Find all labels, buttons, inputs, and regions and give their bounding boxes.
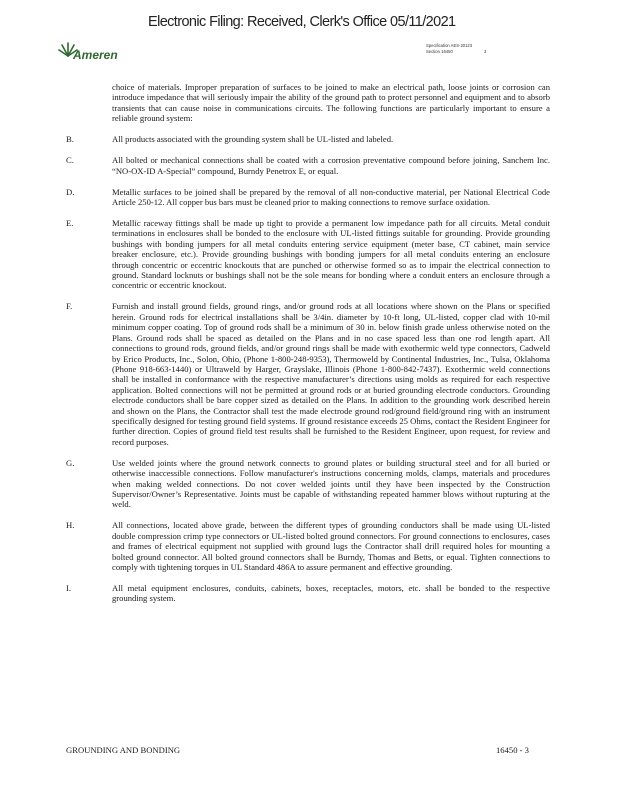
item-text: Use welded joints where the ground network connects to ground plates or building structural steel and for all buried or otherwise inaccessible connections. Follow manufacturer's instructions concerning molds, clamps, materials and procedures when making welded connections. Do not cover welded joints until they have been inspected by the Construction Supervisor/Owner’s Representative. Joints must be capable of withstanding repeated hammer blows without rupturing at the weld. [112,457,550,510]
item-text: Metallic raceway fittings shall be made up tight to provide a permanent low impedance path for all circuits. Metal conduit terminations in enclosures shall be bonded to the enclosure with UL-listed fittings suitable for grounding. Provide grounding bushings with bonding jumpers for all metal conduits entering service equipment (meter base, CT cabinet, main service breaker enclosure, etc.). Provide grounding bushings with bonding jumpers for all metal conduits entering an enclosure through concentric or eccentric knockouts that are punched or otherwise formed so as to impair the electrical connection to ground. Standard locknuts or bushings shall not be the sole means for bonding where a conduit enters an enclosure through a concentric or eccentric knockout. [112,218,550,291]
paragraph-list [66,134,550,604]
ameren-logo [58,40,128,66]
item-letter: B. [66,134,74,145]
section-number: Section 16450 [426,49,453,54]
item-text: All connections, located above grade, between the different types of grounding conductors shall be made using UL-listed double compression crimp type connectors or UL-listed bolted ground connectors. For ground connections to enclosures, cases and frames of electrical equipment not supplied with ground lugs the Contractor shall drill required holes for mounting a bolted ground connector. All bolted ground connectors shall be Burndy, Thomas and Betts, or equal. Tighten connections to comply with tightening torques in UL Standard 486A to assure permanent and effective grounding. [112,520,550,572]
list-item [66,155,550,176]
list-item [66,301,550,447]
item-letter: F. [66,301,73,312]
item-letter: D. [66,186,75,197]
list-item [66,134,550,144]
list-item [66,458,550,510]
list-item [66,218,550,291]
document-body [66,82,550,604]
logo-text: Ameren [73,48,118,62]
list-item [66,520,550,572]
intro-paragraph: choice of materials. Improper preparation of surfaces to be joined to make an electrical path, loose joints or corrosion can introduce impedance that will seriously impair the ability of the ground path to protect personnel and equipment and to absorb transients that can cause noise in communications circuits. The following functions are particularly important to ensure a reliable ground system: [112,82,550,124]
filing-stamp: Electronic Filing: Received, Clerk's Office 05/11/2021 [148,14,456,30]
item-text: All bolted or mechanical connections shall be coated with a corrosion preventative compound before joining, Sanchem Inc. “NO-OX-ID A-Special” compound, Burndy Penetrox E, or equal. [112,155,550,176]
item-letter: I. [66,583,72,593]
list-item [66,583,550,604]
footer-page-number: 16450 - 3 [496,745,529,755]
item-letter: C. [66,155,74,166]
item-letter: E. [66,218,74,229]
item-letter: G. [66,457,75,468]
footer-title: GROUNDING AND BONDING [66,745,181,755]
item-text: Furnish and install ground fields, ground rings, and/or ground rods at all locations where shown on the Plans or specified herein. Ground rods for electrical installations shall be 3/4in. diameter by 10-ft long, UL-listed, copper clad with 10-mil minimum copper coating. Top of ground rods shall be a minimum of 30 in. below finish grade unless otherwise noted on the Plans. Ground rods shall be spaced as detailed on the Plans and in no case spaced less than one rod length apart. All connections to ground rods, ground fields, and/or ground rings shall be made with exothermic weld type connectors, Cadweld by Erico Products, Inc., Solon, Ohio, (Phone 1-800-248-9353), Thermoweld by Continental Industries, Inc., Tulsa, Oklahoma (Phone 918-663-1440) or Ultraweld by Harger, Grayslake, Illinois (Phone 1-800-842-7437). Exothermic weld connections shall be installed in conformance with the respective manufacturer’s directions using molds as required for each respective application. Bolted connections will not be permitted at ground rods or at buried grounding electrode conductors. Grounding electrode conductors shall be bare copper sized as detailed on the Plans. In addition to the grounding work described herein and shown on the Plans, the Contractor shall test the made electrode ground rod/ground field/ground ring with an instrument specifically designed for testing ground field systems. If ground resistance exceeds 25 Ohms, contact the Resident Engineer for further direction. Copies of ground field test results shall be furnished to the Resident Engineer, upon request, for review and record purposes. [112,301,550,447]
list-item [66,187,550,208]
spec-number: Specification AES-20123 [426,43,473,48]
spec-reference [426,43,487,55]
item-text: Metallic surfaces to be joined shall be prepared by the removal of all non-conductive material, per National Electrical Code Article 250-12. All copper bus bars must be cleaned prior to making connections to remove surface oxidation. [112,186,550,208]
item-text: All products associated with the grounding system shall be UL-listed and labeled. [112,134,394,145]
header-page-number: 3 [484,49,487,54]
item-letter: H. [66,520,75,531]
item-text: All metal equipment enclosures, conduits, cabinets, boxes, receptacles, motors, etc. shall be bonded to the respective grounding system. [112,583,550,604]
